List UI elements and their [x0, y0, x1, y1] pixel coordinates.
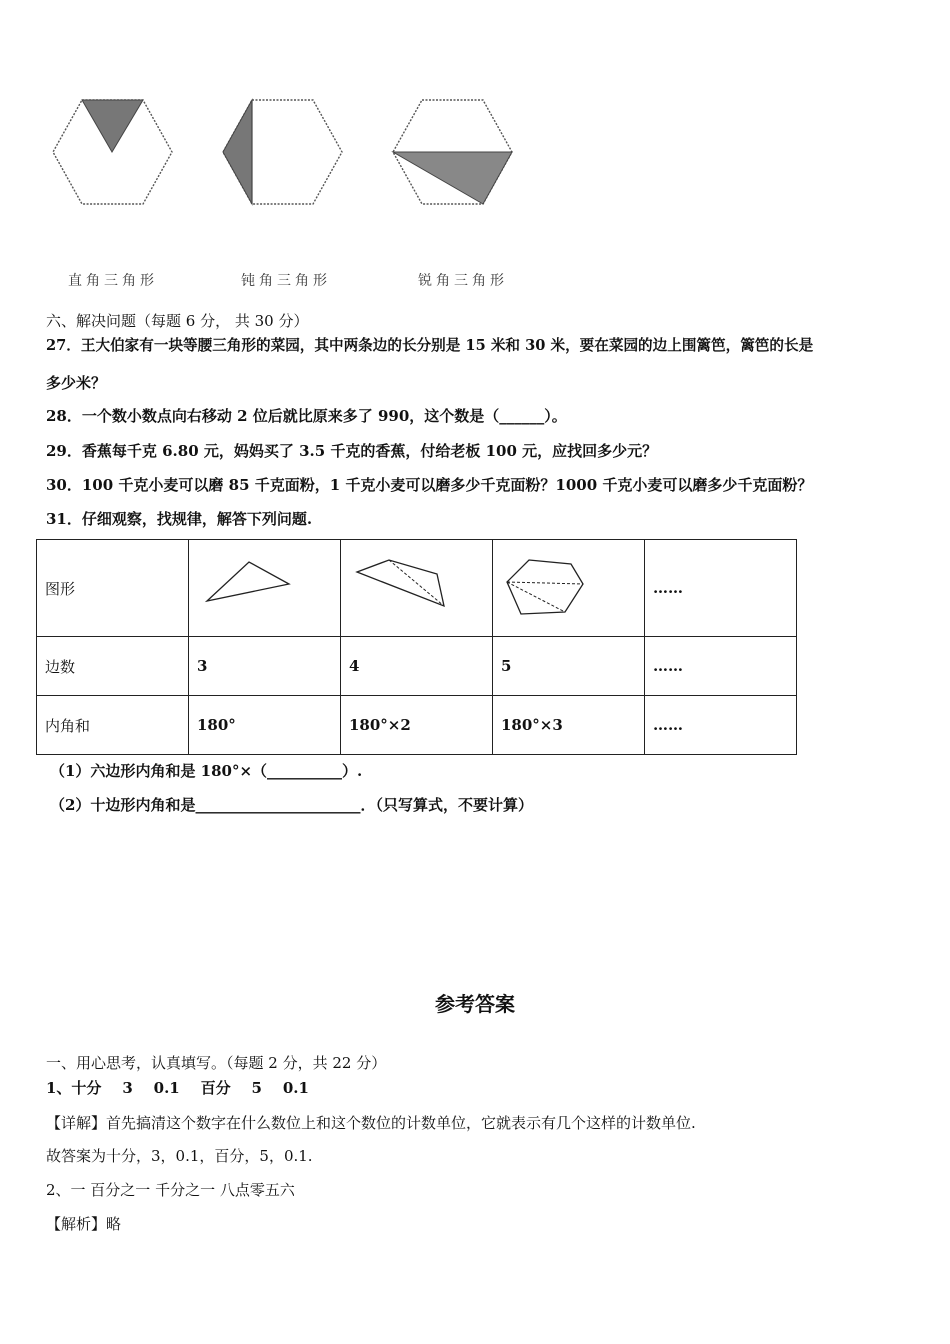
hexagon-acute-triangle-figure	[390, 98, 515, 206]
table-row-shapes	[37, 540, 797, 637]
hexagon-obtuse-triangle-figure	[220, 98, 345, 206]
table-row-sides	[37, 637, 797, 696]
question-30: 30．100 千克小麦可以磨 85 千克面粉，1 千克小麦可以磨多少千克面粉？1000 千克小麦可以磨多少千克面粉？	[46, 476, 813, 494]
question-29: 29．香蕉每千克 6.80 元，妈妈买了 3.5 千克的香蕉，付给老板 100 元，应找回多少元？	[46, 442, 658, 460]
subquestion-2: （2）十边形内角和是______________________．（只写算式，不要计算）	[50, 796, 533, 814]
triangle-shape	[197, 556, 307, 616]
section6-heading: 六、解决问题（每题 6 分， 共 30 分）	[46, 312, 309, 330]
question-31: 31．仔细观察，找规律，解答下列问题.	[46, 510, 313, 528]
question-27-cont: 多少米？	[46, 374, 107, 392]
answer-2: 2、一 百分之一 千分之一 八点零五六	[46, 1181, 295, 1199]
sides-cell: 5	[493, 637, 645, 696]
row-label-shape: 图形	[37, 540, 189, 637]
subquestion-1: （1）六边形内角和是 180°×（__________）.	[50, 762, 363, 780]
answers-section1-heading: 一、用心思考，认真填写。（每题 2 分，共 22 分）	[46, 1054, 387, 1072]
question-27: 27．王大伯家有一块等腰三角形的菜园，其中两条边的长分别是 15 米和 30 米，要在菜园的边上围篱笆，篱笆的长是	[46, 337, 814, 354]
caption-right-triangle: 直角三角形	[68, 273, 158, 289]
sides-cell: 4	[341, 637, 493, 696]
angle-sum-cell: 180°	[189, 696, 341, 755]
table-row-angles	[37, 696, 797, 755]
angle-sum-cell: ……	[645, 696, 797, 755]
row-label-angles: 内角和	[37, 696, 189, 755]
shape-more-cell: ……	[645, 540, 797, 637]
angle-sum-cell: 180°×2	[341, 696, 493, 755]
hexagon-right-triangle-figure	[50, 98, 175, 206]
angle-sum-cell: 180°×3	[493, 696, 645, 755]
caption-acute-triangle: 锐角三角形	[418, 273, 508, 289]
answers-title: 参考答案	[435, 992, 515, 1016]
answer-1: 1、十分 3 0.1 百分 5 0.1	[46, 1079, 309, 1097]
polygon-pattern-table	[36, 539, 797, 755]
question-28: 28．一个数小数点向右移动 2 位后就比原来多了 990，这个数是（______）。	[46, 407, 567, 425]
quadrilateral-shape	[349, 556, 459, 616]
answer-1-final: 故答案为十分，3，0.1，百分，5，0.1.	[46, 1147, 313, 1165]
shape-pentagon-cell	[493, 540, 645, 637]
sides-cell: 3	[189, 637, 341, 696]
row-label-sides: 边数	[37, 637, 189, 696]
answer-2-detail: 【解析】略	[46, 1215, 122, 1233]
shape-quadrilateral-cell	[341, 540, 493, 637]
pentagon-shape	[501, 556, 611, 616]
answer-1-detail: 【详解】首先搞清这个数字在什么数位上和这个数位的计数单位，它就表示有几个这样的计数单位.	[46, 1114, 696, 1132]
caption-obtuse-triangle: 钝角三角形	[241, 273, 331, 289]
shape-triangle-cell	[189, 540, 341, 637]
sides-cell: ……	[645, 637, 797, 696]
